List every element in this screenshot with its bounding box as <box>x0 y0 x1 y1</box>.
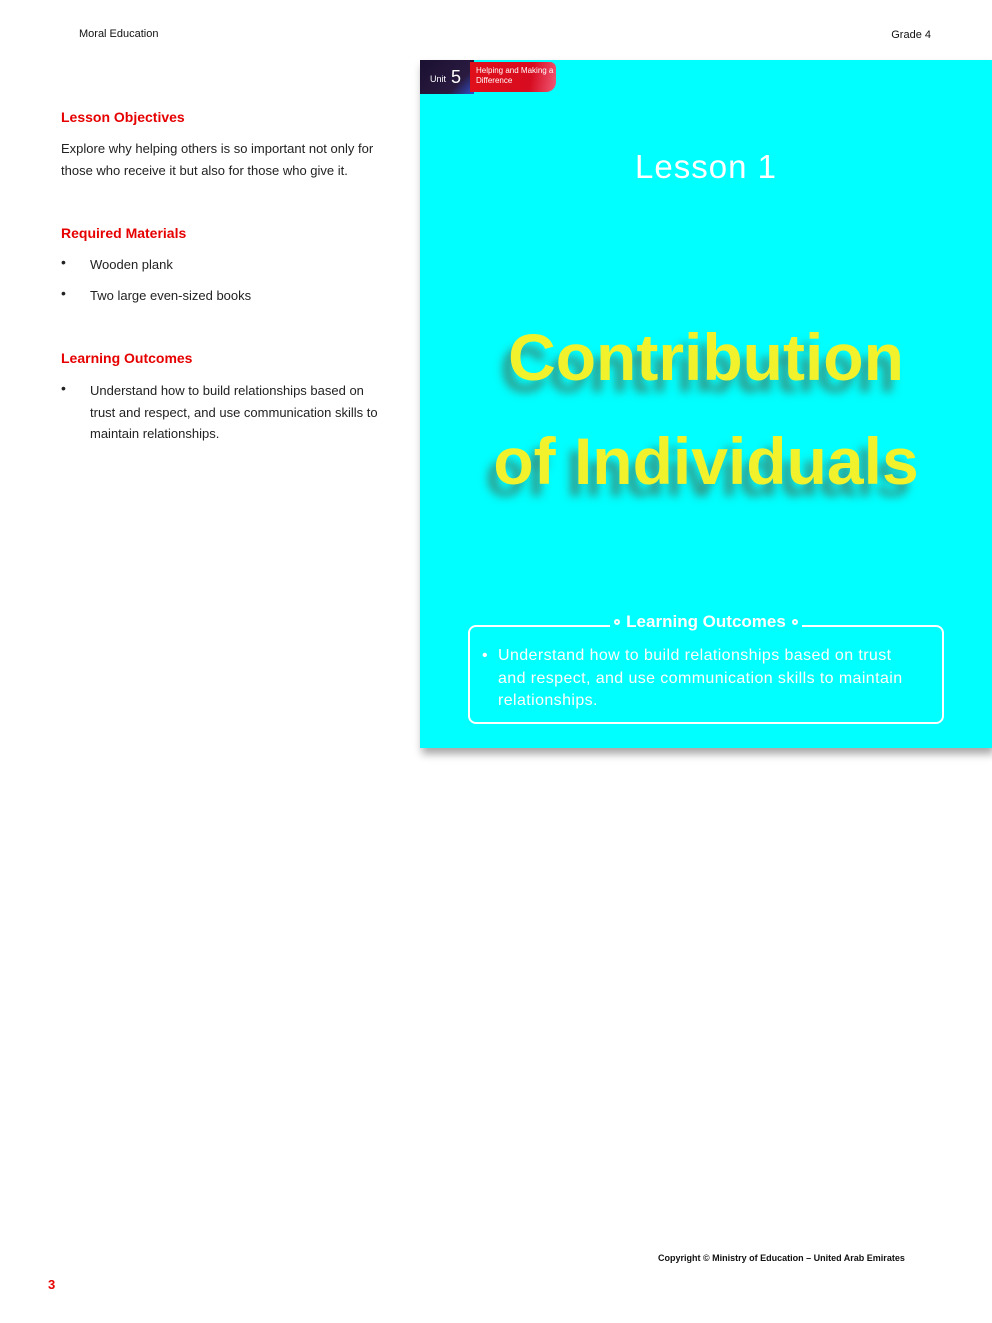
lesson-number: Lesson 1 <box>635 148 777 185</box>
list-item: • Understand how to build relationships based on trust and respect, and use communication skills to maintain relationships. <box>61 380 386 445</box>
lesson-title <box>430 305 982 513</box>
unit-label: Unit <box>430 74 447 84</box>
lesson-cover-image <box>420 60 992 748</box>
unit-number: 5 <box>451 66 462 87</box>
materials-list <box>61 254 386 306</box>
copyright-notice: Copyright © Ministry of Education – United Arab Emirates <box>658 1253 905 1263</box>
list-item: • Two large even-sized books <box>61 285 386 307</box>
unit-title: Helping and Making a Difference <box>470 62 556 92</box>
learning-outcomes-box <box>468 612 944 724</box>
header-grade: Grade 4 <box>891 29 931 41</box>
circle-icon <box>614 619 620 625</box>
header-subject: Moral Education <box>79 28 159 40</box>
learning-outcomes-box-text: Understand how to build relationships based on trust and respect, and use communication skills to maintain relationships. <box>498 647 903 709</box>
lesson-title-line-1: Contribution <box>508 320 904 394</box>
circle-icon <box>792 619 798 625</box>
learning-outcomes-heading: Learning Outcomes <box>61 350 193 366</box>
page-number: 3 <box>48 1277 56 1292</box>
list-item: • Wooden plank <box>61 254 386 276</box>
required-materials-heading: Required Materials <box>61 225 187 241</box>
unit-badge <box>420 60 558 96</box>
learning-outcomes-box-title: Learning Outcomes <box>626 612 786 631</box>
lesson-objectives-text: Explore why helping others is so important not only for those who receive it but also for those who give it. <box>61 141 374 178</box>
lesson-title-line-2: of Individuals <box>493 424 919 498</box>
bullet-icon: • <box>482 647 489 664</box>
lesson-objectives-heading: Lesson Objectives <box>61 109 185 125</box>
outcomes-list <box>61 380 386 445</box>
